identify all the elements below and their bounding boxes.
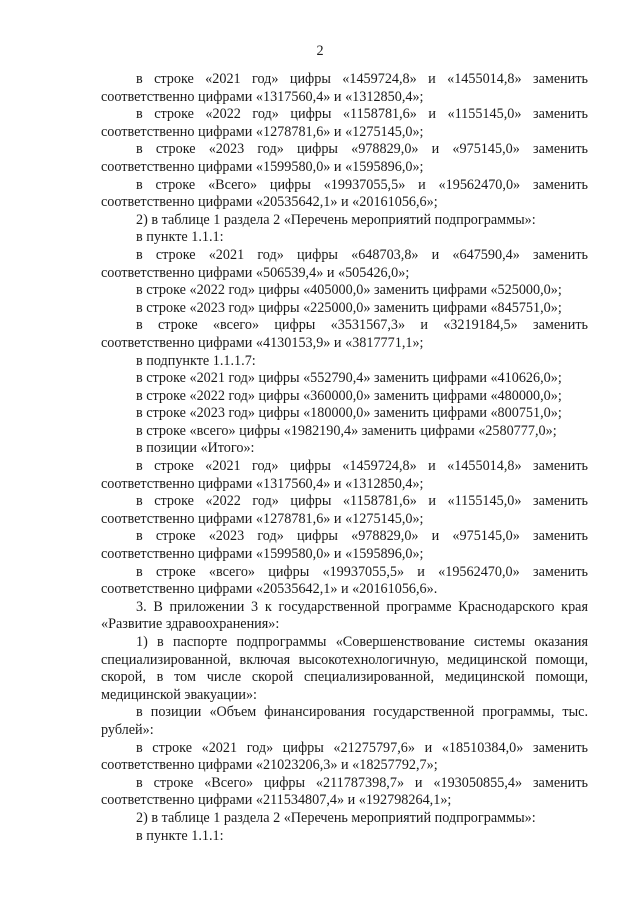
paragraph: в строке «Всего» цифры «211787398,7» и «193050855,4» заменить соответственно цифрами «211534807,4» и «192798264,1»; xyxy=(101,774,588,809)
paragraph: в строке «2021 год» цифры «1459724,8» и «1455014,8» заменить соответственно цифрами «1317560,4» и «1312850,4»; xyxy=(101,71,588,105)
paragraph: в строке «2021 год» цифры «552790,4» заменить цифрами «410626,0»; xyxy=(136,370,562,387)
paragraph: в строке «Всего» цифры «19937055,5» и «19562470,0» заменить соответственно цифрами «20535642,1» и «20161056,6»; xyxy=(101,176,588,211)
paragraph: в подпункте 1.1.1.7: xyxy=(136,352,256,369)
paragraph: в позиции «Объем финансирования государственной программы, тыс. рублей»: xyxy=(101,704,588,738)
paragraph: в строке «2023 год» цифры «978829,0» и «975145,0» заменить соответственно цифрами «1599580,0» и «1595896,0»; xyxy=(101,141,588,175)
paragraph: в позиции «Итого»: xyxy=(136,440,255,457)
paragraph: в строке «2023 год» цифры «225000,0» заменить цифрами «845751,0»; xyxy=(136,299,562,316)
page-number: 2 xyxy=(316,43,324,59)
paragraph: в строке «всего» цифры «3531567,3» и «3219184,5» заменить соответственно цифрами «4130153,9» и «3817771,1»; xyxy=(101,317,588,351)
document-body xyxy=(101,71,588,845)
paragraph: в строке «2022 год» цифры «1158781,6» и «1155145,0» заменить соответственно цифрами «1278781,6» и «1275145,0»; xyxy=(101,106,588,140)
paragraph: в строке «2021 год» цифры «21275797,6» и «18510384,0» заменить соответственно цифрами «21023206,3» и «18257792,7»; xyxy=(101,739,588,774)
paragraph: в строке «всего» цифры «19937055,5» и «19562470,0» заменить соответственно цифрами «20535642,1» и «20161056,6». xyxy=(101,563,588,598)
paragraph: 1) в паспорте подпрограммы «Совершенствование системы оказания специализированной, включая высокотехнологичную, медицинской помощи, скорой, в том числе скорой специализированной, медицинской помощи, медицинской эвакуации»: xyxy=(101,634,588,703)
paragraph: в пункте 1.1.1: xyxy=(136,229,224,246)
paragraph: в строке «2023 год» цифры «180000,0» заменить цифрами «800751,0»; xyxy=(136,405,562,422)
paragraph: 3. В приложении 3 к государственной программе Краснодарского края «Развитие здравоохранения»: xyxy=(101,598,588,633)
paragraph: в пункте 1.1.1: xyxy=(136,827,224,844)
paragraph: в строке «2022 год» цифры «405000,0» заменить цифрами «525000,0»; xyxy=(136,282,562,299)
paragraph: в строке «2022 год» цифры «1158781,6» и «1155145,0» заменить соответственно цифрами «1278781,6» и «1275145,0»; xyxy=(101,493,588,527)
paragraph: в строке «всего» цифры «1982190,4» заменить цифрами «2580777,0»; xyxy=(136,422,557,439)
paragraph: в строке «2023 год» цифры «978829,0» и «975145,0» заменить соответственно цифрами «1599580,0» и «1595896,0»; xyxy=(101,528,588,563)
paragraph: в строке «2021 год» цифры «1459724,8» и «1455014,8» заменить соответственно цифрами «1317560,4» и «1312850,4»; xyxy=(101,458,588,492)
paragraph: в строке «2021 год» цифры «648703,8» и «647590,4» заменить соответственно цифрами «506539,4» и «505426,0»; xyxy=(101,246,588,281)
paragraph: 2) в таблице 1 раздела 2 «Перечень мероприятий подпрограммы»: xyxy=(136,809,536,826)
paragraph: в строке «2022 год» цифры «360000,0» заменить цифрами «480000,0»; xyxy=(136,387,562,404)
paragraph: 2) в таблице 1 раздела 2 «Перечень мероприятий подпрограммы»: xyxy=(136,211,536,228)
